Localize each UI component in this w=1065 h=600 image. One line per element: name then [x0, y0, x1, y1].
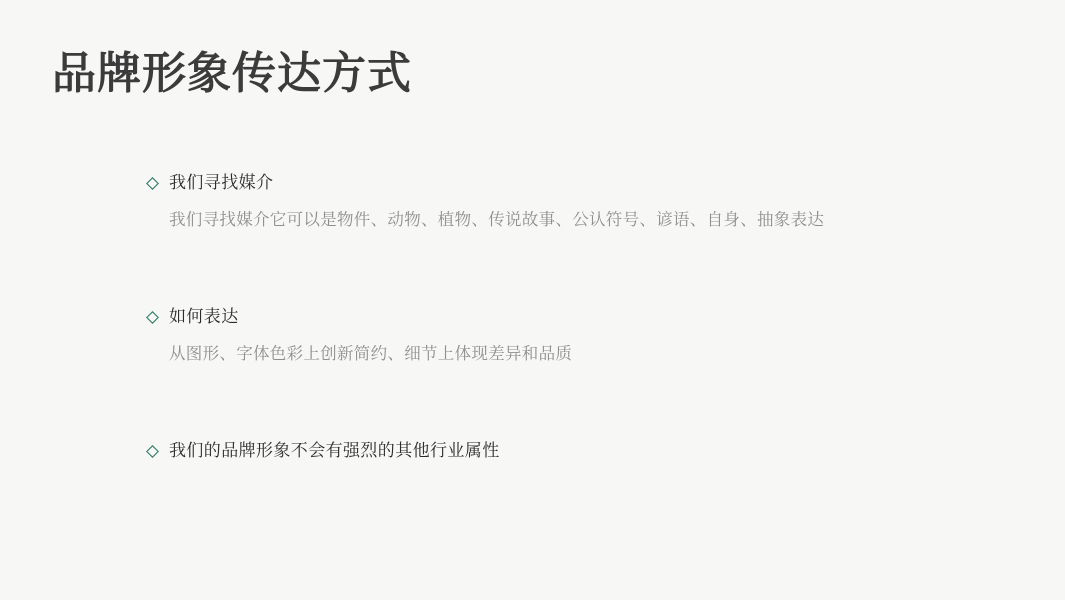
list-item-title: 我们的品牌形象不会有强烈的其他行业属性 [169, 441, 500, 461]
diamond-outline-icon [146, 311, 159, 324]
list-item-description: 从图形、字体色彩上创新简约、细节上体现差异和品质 [169, 344, 573, 363]
list-item-title: 我们寻找媒介 [169, 173, 274, 192]
list-item-header [146, 306, 1006, 329]
list-item-description: 我们寻找媒介它可以是物件、动物、植物、传说故事、公认符号、谚语、自身、抽象表达 [169, 210, 825, 229]
list-item-header [146, 172, 1006, 195]
list-item [146, 306, 1006, 366]
list-item [146, 172, 1006, 232]
page-title: 品牌形象传达方式 [52, 49, 412, 98]
diamond-outline-icon [146, 445, 159, 458]
content-list [146, 172, 1006, 463]
diamond-outline-icon [146, 177, 159, 190]
spacer [146, 232, 1006, 306]
list-item [146, 440, 1006, 463]
list-item-title: 如何表达 [169, 307, 239, 327]
spacer [146, 366, 1006, 440]
list-item-header [146, 440, 1006, 463]
